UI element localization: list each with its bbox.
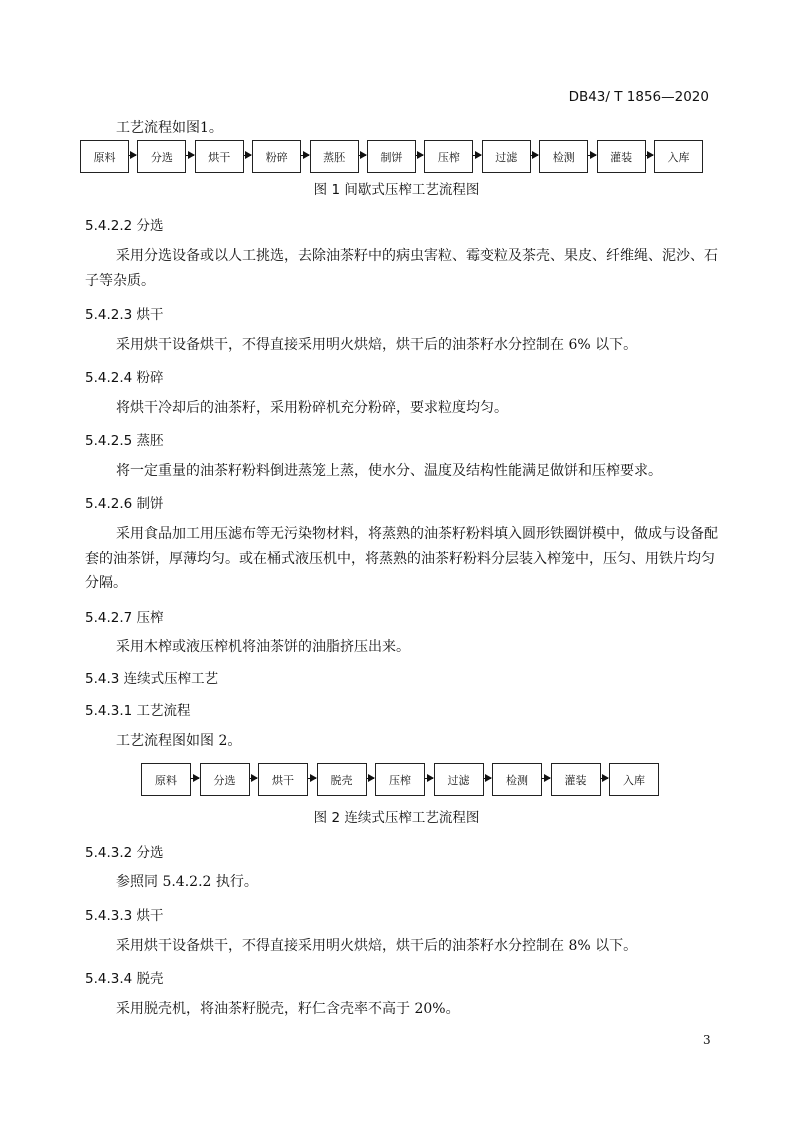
paragraph: 采用木榨或液压榨机将油茶饼的油脂挤压出来。 [116, 639, 410, 655]
figure-2-caption: 图 2 连续式压榨工艺流程图 [313, 810, 480, 826]
arrow-icon [244, 155, 251, 156]
arrow-icon [416, 155, 423, 156]
section-heading: 5.4.2.4 粉碎 [85, 370, 164, 386]
flow-step: 压榨 [424, 140, 473, 173]
section-heading: 5.4.3.1 工艺流程 [85, 703, 191, 719]
flow-step: 灌装 [597, 140, 646, 173]
flow-step: 烘干 [258, 763, 308, 796]
figure-1-caption: 图 1 间歇式压榨工艺流程图 [313, 182, 480, 198]
flow-step: 入库 [654, 140, 703, 173]
section-heading: 5.4.3.3 烘干 [85, 908, 164, 924]
flow-step: 压榨 [375, 763, 425, 796]
paragraph: 工艺流程如图1。 [116, 120, 223, 136]
section-heading: 5.4.3.4 脱壳 [85, 971, 164, 987]
paragraph: 工艺流程图如图 2。 [116, 733, 242, 749]
arrow-icon [484, 778, 492, 779]
flow-step: 分选 [137, 140, 186, 173]
section-heading: 5.4.2.6 制饼 [85, 496, 164, 512]
arrow-icon [601, 778, 609, 779]
arrow-icon [359, 155, 366, 156]
arrow-icon [186, 155, 193, 156]
paragraph: 采用食品加工用压滤布等无污染物材料，将蒸熟的油茶籽粉料填入圆形铁圈饼模中，做成与设备配 [116, 526, 718, 542]
flow-step: 蒸胚 [310, 140, 359, 173]
page-number: 3 [703, 1033, 711, 1047]
flow-step: 原料 [141, 763, 191, 796]
flow-step: 原料 [80, 140, 129, 173]
section-heading: 5.4.2.7 压榨 [85, 610, 164, 626]
section-heading: 5.4.2.5 蒸胚 [85, 433, 164, 449]
section-heading: 5.4.2.2 分选 [85, 218, 164, 234]
flow-step: 灌装 [551, 763, 601, 796]
flow-step: 检测 [492, 763, 542, 796]
flow-step: 脱壳 [317, 763, 367, 796]
section-heading: 5.4.3 连续式压榨工艺 [85, 671, 219, 687]
flow-step: 过滤 [434, 763, 484, 796]
arrow-icon [129, 155, 136, 156]
flow-step: 粉碎 [252, 140, 301, 173]
flow-step: 制饼 [367, 140, 416, 173]
flow-step: 分选 [200, 763, 250, 796]
arrow-icon [473, 155, 480, 156]
arrow-icon [588, 155, 595, 156]
flow-step: 检测 [539, 140, 588, 173]
flow-step: 入库 [609, 763, 659, 796]
arrow-icon [191, 778, 199, 779]
paragraph: 采用脱壳机，将油茶籽脱壳，籽仁含壳率不高于 20%。 [116, 1001, 460, 1017]
paragraph: 采用分选设备或以人工挑选，去除油茶籽中的病虫害粒、霉变粒及茶壳、果皮、纤维绳、泥沙、石 [116, 248, 718, 264]
paragraph: 分隔。 [85, 575, 127, 591]
arrow-icon [308, 778, 316, 779]
paragraph: 将一定重量的油茶籽粉料倒进蒸笼上蒸，使水分、温度及结构性能满足做饼和压榨要求。 [116, 463, 662, 479]
paragraph: 将烘干冷却后的油茶籽，采用粉碎机充分粉碎，要求粒度均匀。 [116, 400, 508, 416]
arrow-icon [425, 778, 433, 779]
arrow-icon [367, 778, 375, 779]
arrow-icon [301, 155, 308, 156]
flow-step: 烘干 [195, 140, 244, 173]
arrow-icon [542, 778, 550, 779]
arrow-icon [646, 155, 653, 156]
arrow-icon [531, 155, 538, 156]
paragraph: 采用烘干设备烘干，不得直接采用明火烘焙，烘干后的油茶籽水分控制在 6% 以下。 [116, 337, 638, 353]
arrow-icon [250, 778, 258, 779]
section-heading: 5.4.2.3 烘干 [85, 307, 164, 323]
paragraph: 子等杂质。 [85, 273, 155, 289]
doc-code: DB43/ T 1856—2020 [568, 89, 709, 105]
paragraph: 参照同 5.4.2.2 执行。 [116, 874, 258, 890]
section-heading: 5.4.3.2 分选 [85, 845, 164, 861]
flow-step: 过滤 [482, 140, 531, 173]
paragraph: 套的油茶饼，厚薄均匀。或在桶式液压机中，将蒸熟的油茶籽粉料分层装入榨笼中，压匀、用铁片均匀 [85, 551, 715, 567]
paragraph: 采用烘干设备烘干，不得直接采用明火烘焙，烘干后的油茶籽水分控制在 8% 以下。 [116, 938, 638, 954]
